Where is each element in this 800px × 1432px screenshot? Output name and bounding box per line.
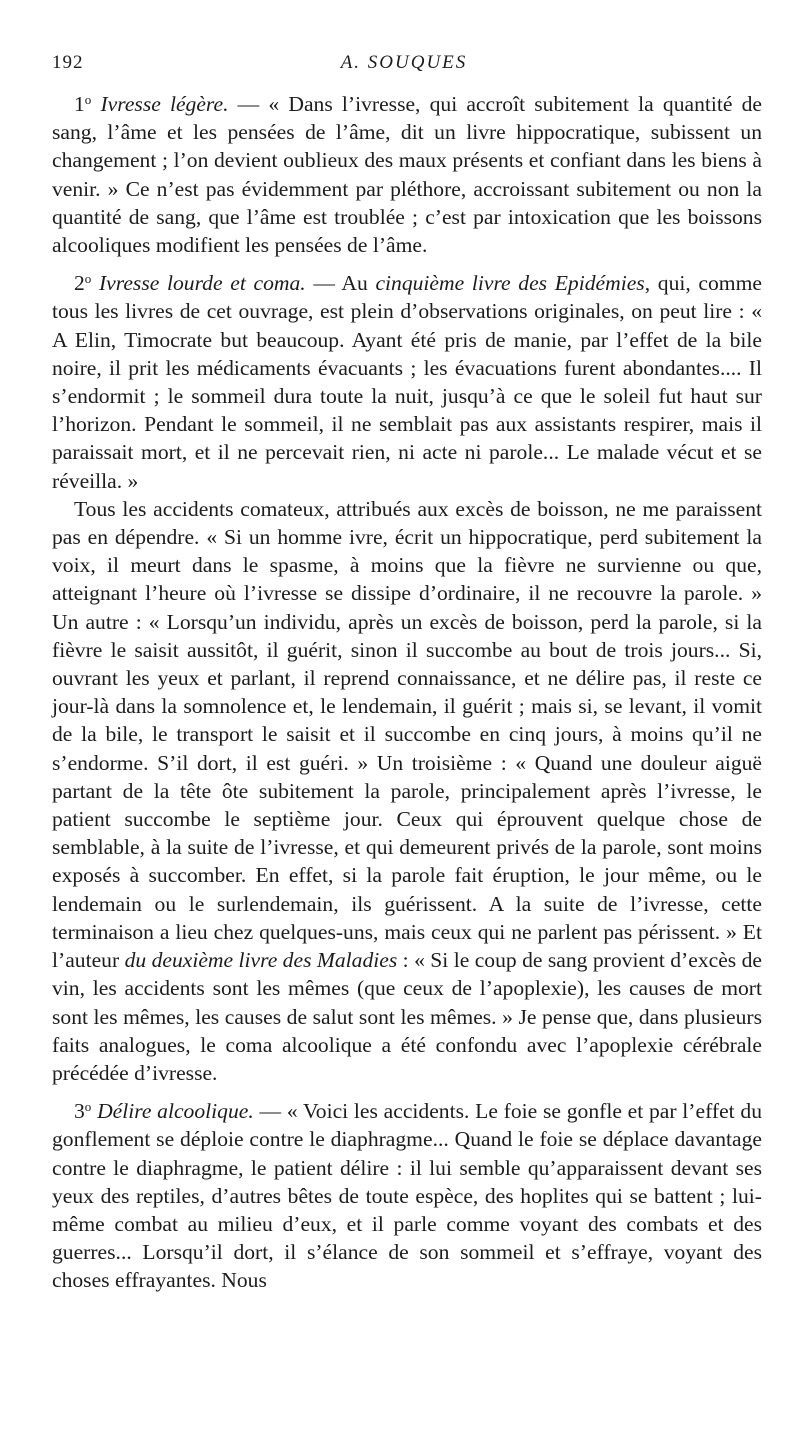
coma-text-a: Tous les accidents comateux, attribués aux excès de boisson, ne me paraissent pas en dépendre. « Si un homme ivre, écrit un hippocratique, perd subitement la voix, il meurt dans le spasme, à moins que la fièvre ne survienne ou que, atteignant l’heure où l’ivresse se dissipe d’ordinaire, il ne recouvre la parole. » Un autre : « Lorsqu’un individu, après un excès de boisson, perd la parole, si la fièvre le saisit aussitôt, il guérit, sinon il succombe au bout de trois jours... Si, ouvrant les yeux et parlant, il reprend connaissance, et ne délire pas, il reste ce jour-là dans la somnolence et, le lendemain, il guérit ; mais si, se levant, il vomit de la bile, le transport le saisit et il succombe en cinq jours, à moins qu’il ne s’endorme. S’il dort, il est guéri. » Un troisième : « Quand une douleur aiguë partant de la tête ôte subitement la parole, principalement après l’ivresse, le patient succombe le septième jour. Ceux qui éprouvent quelque chose de semblable, à la suite de l’ivresse, et qui demeurent privés de la parole, sont moins exposés à succomber. En effet, si la parole fait éruption, le jour même, ou le lendemain ou le surlendemain, ils guérissent. A la suite de l’ivresse, cette terminaison a lieu chez quelques-uns, mais ceux qui ne parlent pas périssent. » Et l’auteur: [52, 496, 762, 973]
page-body: [52, 90, 762, 1295]
section-3-paragraph: [52, 1097, 762, 1294]
section-1-number: 1: [74, 92, 85, 116]
section-2-text-a: — Au: [305, 271, 376, 296]
section-1-degree: o: [84, 92, 92, 107]
page-number: 192: [52, 52, 84, 73]
running-title: A. SOUQUES: [340, 52, 468, 73]
coma-text-b: : « Si le coup de sang provient d’excès de vin, les accidents sont les mêmes (que ceux de l’apoplexie), les causes de mort sont les mêmes, les causes de salut sont les mêmes. » Je pense que, dans plusieurs faits analogues, le coma alcoolique a été confondu avec l’apoplexie cérébrale précédée d’ivresse.: [52, 948, 762, 1085]
coma-paragraph: [52, 495, 762, 1087]
section-2-text-b: , qui, comme tous les livres de cet ouvrage, est plein d’observations originales, on peut lire : « A Elin, Timocrate but beaucoup. Ayant été pris de manie, par l’effet de la bile noire, il prit les médicaments évacuants ; les évacuations furent abondantes.... Il s’endormit ; le sommeil dura toute la nuit, jusqu’à ce que le soleil fut haut sur l’horizon. Pendant le sommeil, il ne semblait pas aux assistants respirer, mais il paraissait mort, et il ne percevait rien, ni acte ni parole... Le malade vécut et se réveilla. »: [52, 271, 762, 493]
coma-reference: du deuxième livre des Maladies: [124, 948, 398, 973]
section-2-reference: cinquième livre des Epidémies: [375, 271, 645, 296]
section-1-text: — « Dans l’ivresse, qui accroît subitement la quantité de sang, l’âme et les pensées de l’âme, dit un livre hippocratique, subissent un changement ; l’on devient oublieux des maux présents et confiant dans les biens à venir. » Ce n’est pas évidemment par pléthore, accroissant subitement ou non la quantité de sang, que l’âme est troublée ; c’est par intoxication que les boissons alcooliques modifient les pensées de l’âme.: [52, 92, 762, 258]
section-3-number: 3: [74, 1099, 85, 1124]
section-3-degree: o: [84, 1099, 92, 1115]
section-2-degree: o: [84, 271, 92, 287]
section-1-title: Ivresse légère.: [100, 92, 229, 116]
section-3-text: — « Voici les accidents. Le foie se gonfle et par l’effet du gonflement se déploie contre le diaphragme... Quand le foie se déplace davantage contre le diaphragme, le patient délire : il lui semble qu’apparaissent devant ses yeux des reptiles, d’autres bêtes de toute espèce, des hoplites qui se battent ; lui-même combat au milieu d’eux, et il parle comme voyant des combats et des guerres... Lorsqu’il dort, il s’élance de son sommeil et s’effraye, voyant des choses effrayantes. Nous: [52, 1099, 762, 1293]
section-1-paragraph: [52, 90, 762, 259]
section-2-number: 2: [74, 271, 85, 296]
running-header: [52, 52, 756, 82]
section-2-title: Ivresse lourde et coma.: [98, 271, 306, 296]
section-3-title: Délire alcoolique.: [97, 1099, 254, 1124]
section-2-paragraph: [52, 269, 762, 495]
